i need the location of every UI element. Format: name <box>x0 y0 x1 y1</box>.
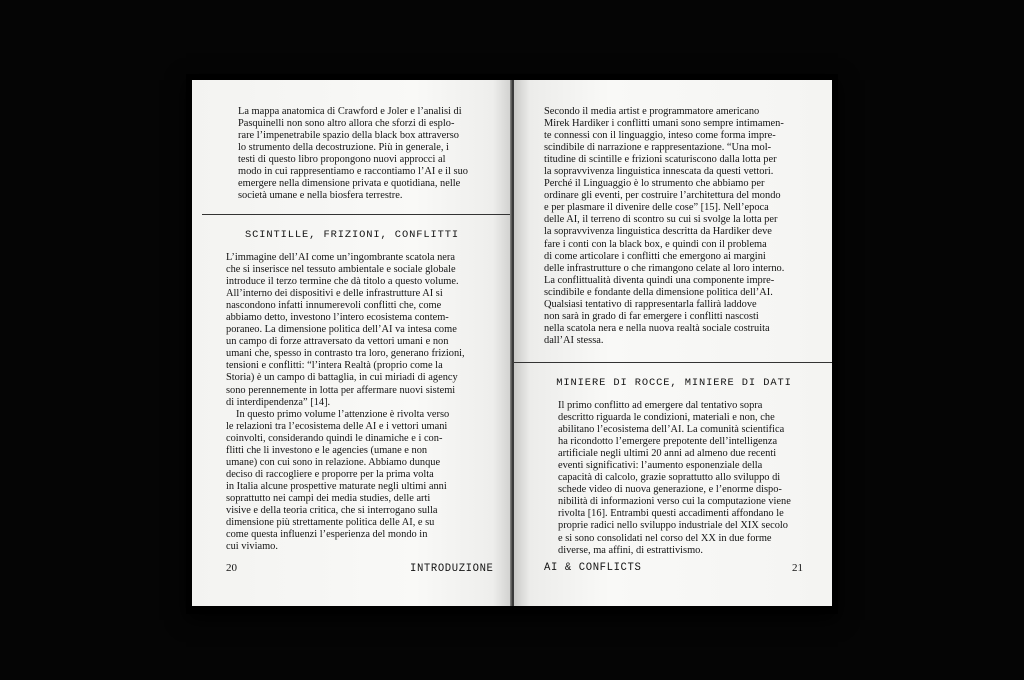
left-section-divider <box>202 214 512 215</box>
right-body <box>558 400 830 557</box>
right-running-header: AI & CONFLICTS <box>544 562 642 574</box>
right-top-paragraph-text: Secondo il media artist e programmatore americano Mirek Hardiker i conflitti umani sono sempre intimamen- te connessi con il linguaggio, inteso come forma impre- scindibile di narrazione e rappresentazione. “Una mol- titudine di scintille e frizioni scaturiscono dalla lotta per la sopravvivenza linguistica innescata da questi vettori. Perché il Linguaggio è lo strumento che abbiamo per ordinare gli eventi, per costruire l’architettura del mondo e per plasmare il divenire delle cose” [15]. Nell’epoca delle AI, il terreno di scontro su cui si svolge la lotta per la sopravvivenza linguistica descritta da Hardiker deve fare i conti con la black box, e quindi con il problema di come articolare i conflitti che emergono ai margini delle infrastrutture o che rimangono celate al loro interno. La conflittualità diventa quindi una componente impre- scindibile e fondante della dimensione politica dell’AI. Qualsiasi tentativo di rappresentarla fallirà laddove non sarà in grado di far emergere i conflitti nascosti nella scatola nera e nella nuova realtà sociale costruita dall’AI stessa. <box>544 106 785 346</box>
left-page-number: 20 <box>226 562 237 574</box>
right-top-paragraph <box>544 106 828 347</box>
left-section-heading: SCINTILLE, FRIZIONI, CONFLITTI <box>244 229 460 241</box>
right-page <box>514 80 832 606</box>
left-paragraph-1: L’immagine dell’AI come un’ingombrante scatola nera che si inserisce nel tessuto ambientale e sociale globale introduce il terzo termine che dà titolo a questo volume. All’interno dei dispositivi e delle infrastrutture AI si nascondono infatti innumerevoli conflitti che, come abbiamo detto, investono l’intero ecosistema contem- poraneo. La dimensione politica dell’AI va intesa come un campo di forze attraversato da vettori umani e non umani che, spesso in contrasto tra loro, generano frizioni, tensioni e conflitti: “l’intera Realtà (proprio come la Storia) è un campo di battaglia, in cui miriadi di agency sono perennemente in lotta per affermare nuovi sistemi di interdipendenza” [14]. <box>226 252 465 408</box>
left-top-paragraph-text: La mappa anatomica di Crawford e Joler e l’analisi di Pasquinelli non sono altro allora che sforzi di esplo- rare l’impenetrabile spazio della black box attraverso lo strumento della decostruzione. Più in generale, i testi di questo libro propongono nuovi approcci al modo in cui rappresentiamo e raccontiamo l’AI e il suo emergere nella dimensione privata e quotidiana, nelle società umane e nella biosfera terrestre. <box>238 106 468 202</box>
right-paragraph-1: Il primo conflitto ad emergere dal tentativo sopra descritto riguarda le condizioni, materiali e non, che abilitano l’ecosistema dell’AI. La comunità scientifica ha ricondotto l’emergere prepotente dell’intelligenza artificiale negli ultimi 20 anni ad almeno due recenti eventi significativi: l’aumento esponenziale della capacità di calcolo, grazie soprattutto allo sviluppo di schede video di nuova generazione, e l’enorme dispo- nibilità di informazioni verso cui la computazione viene rivolta [16]. Entrambi questi accadimenti affondano le proprie radici nello sviluppo industriale del XIX secolo e si sono consolidati nel corso del XX in due forme diverse, ma affini, di estrattivismo. <box>558 400 791 556</box>
right-section-heading: MINIERE DI ROCCE, MINIERE DI DATI <box>556 377 792 389</box>
left-page <box>192 80 512 606</box>
left-top-paragraph <box>238 106 506 202</box>
right-page-number: 21 <box>792 562 803 574</box>
left-running-header: INTRODUZIONE <box>410 563 494 575</box>
right-section-divider <box>514 362 832 363</box>
left-body <box>226 252 510 553</box>
left-paragraph-2: In questo primo volume l’attenzione è rivolta verso le relazioni tra l’ecosistema delle AI e i vettori umani coinvolti, considerando quindi le dinamiche e i con- flitti che li investono e le agencies (umane e non umane) con cui sono in relazione. Abbiamo dunque deciso di raccogliere e proporre per la prima volta in Italia alcune prospettive maturate negli ultimi anni soprattutto nei campi dei media studies, delle arti visive e della teoria critica, che si interrogano sulla dimensione più strettamente politica delle AI, e su come questa influenzi l’esperienza del mondo in cui viviamo. <box>226 408 450 553</box>
